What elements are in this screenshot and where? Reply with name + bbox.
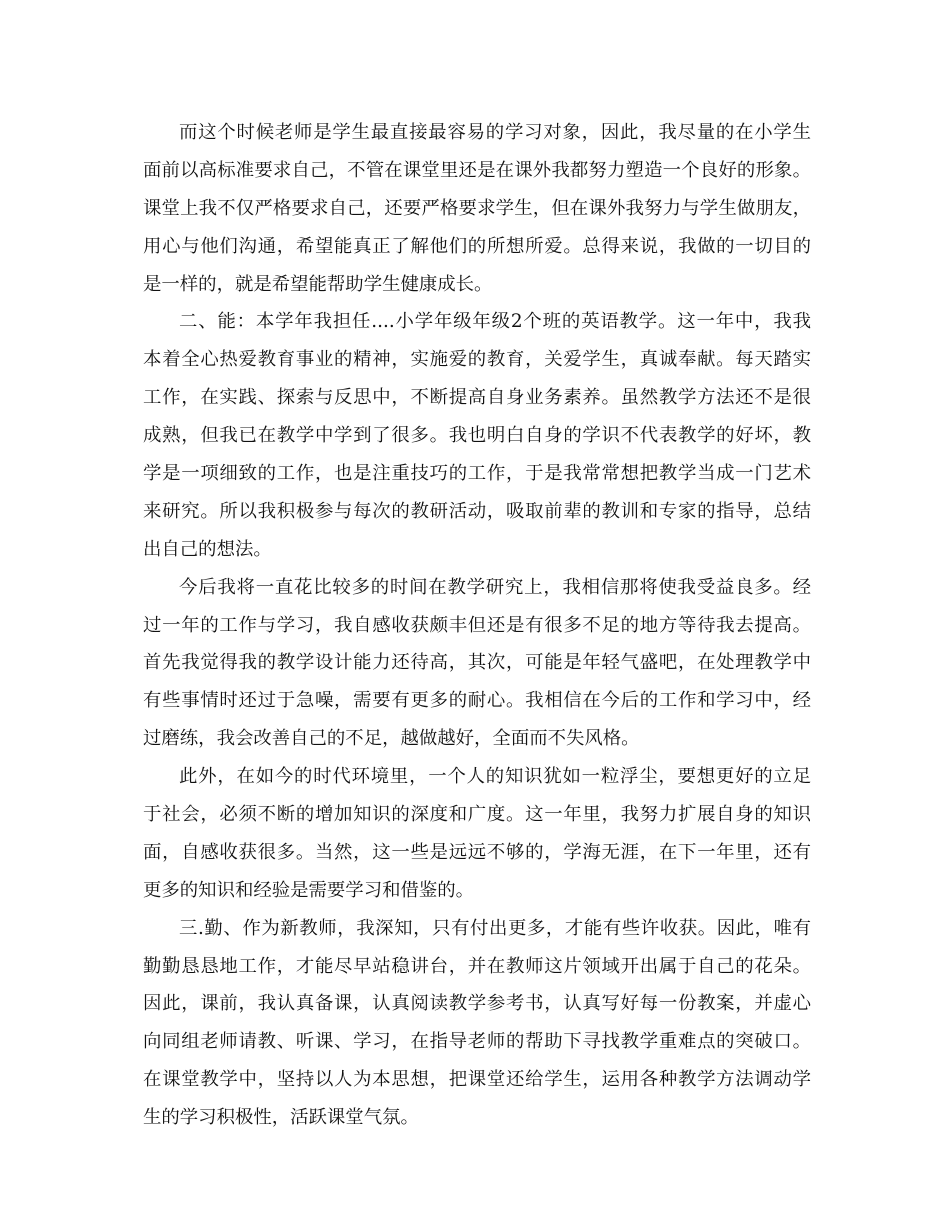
text-line: 来研究。所以我积极参与每次的教研活动，吸取前辈的教训和专家的指导，总结: [143, 500, 811, 522]
text-line: 此外，在如今的时代环境里，一个人的知识犹如一粒浮尘，要想更好的立足: [179, 766, 811, 788]
paragraph-future-research: [143, 569, 811, 758]
text-line: 面，自感收获很多。当然，这一些是远远不够的，学海无涯，在下一年里，还有: [143, 841, 811, 863]
text-line: 用心与他们沟通，希望能真正了解他们的所想所爱。总得来说，我做的一切目的: [143, 235, 811, 257]
text-line: 于社会，必须不断的增加知识的深度和广度。这一年里，我努力扩展自身的知识: [143, 804, 811, 826]
document-body: [143, 114, 811, 1137]
text-line: 课堂上我不仅严格要求自己，还要严格要求学生，但在课外我努力与学生做朋友，: [143, 197, 811, 219]
text-line: 因此，课前，我认真备课，认真阅读教学参考书，认真写好每一份教案，并虚心: [143, 993, 811, 1015]
text-line: 出自己的想法。: [143, 538, 272, 560]
paragraph-knowledge: [143, 758, 811, 910]
paragraph-diligence: [143, 910, 811, 1137]
paragraph-teacher-role-model: [143, 114, 811, 303]
text-line: 在课堂教学中，坚持以人为本思想，把课堂还给学生，运用各种教学方法调动学: [143, 1069, 811, 1091]
text-line: 首先我觉得我的教学设计能力还待高，其次，可能是年轻气盛吧，在处理教学中: [143, 652, 811, 674]
paragraph-ability: [143, 303, 811, 568]
text-line: 有些事情时还过于急噪，需要有更多的耐心。我相信在今后的工作和学习中，经: [143, 690, 811, 712]
text-line: 而这个时候老师是学生最直接最容易的学习对象，因此，我尽量的在小学生: [179, 122, 811, 143]
text-line: 成熟，但我已在教学中学到了很多。我也明白自身的学识不代表教学的好坏，教: [143, 425, 811, 447]
text-line: 学是一项细致的工作，也是注重技巧的工作，于是我常常想把教学当成一门艺术: [143, 463, 811, 485]
text-line: 向同组老师请教、听课、学习，在指导老师的帮助下寻找教学重难点的突破口。: [143, 1031, 811, 1053]
text-line: 过一年的工作与学习，我自感收获颇丰但还是有很多不足的地方等待我去提高。: [143, 614, 811, 636]
text-line: 二、能：本学年我担任....小学年级年级2个班的英语教学。这一年中，我我: [179, 311, 811, 333]
text-line: 过磨练，我会改善自己的不足，越做越好，全面而不失风格。: [143, 728, 640, 750]
text-line: 工作，在实践、探索与反思中，不断提高自身业务素养。虽然教学方法还不是很: [143, 387, 811, 409]
text-line: 勤勤恳恳地工作，才能尽早站稳讲台，并在教师这片领域开出属于自己的花朵。: [143, 955, 811, 977]
text-line: 生的学习积极性，活跃课堂气氛。: [143, 1107, 419, 1129]
text-line: 是一样的，就是希望能帮助学生健康成长。: [143, 273, 493, 295]
text-line: 本着全心热爱教育事业的精神，实施爱的教育，关爱学生，真诚奉献。每天踏实: [143, 349, 811, 371]
text-line: 三.勤、作为新教师，我深知，只有付出更多，才能有些许收获。因此，唯有: [179, 917, 811, 939]
text-line: 面前以高标准要求自己，不管在课堂里还是在课外我都努力塑造一个良好的形象。: [143, 159, 811, 181]
text-line: 更多的知识和经验是需要学习和借鉴的。: [143, 879, 475, 901]
text-line: 今后我将一直花比较多的时间在教学研究上，我相信那将使我受益良多。经: [179, 576, 811, 598]
